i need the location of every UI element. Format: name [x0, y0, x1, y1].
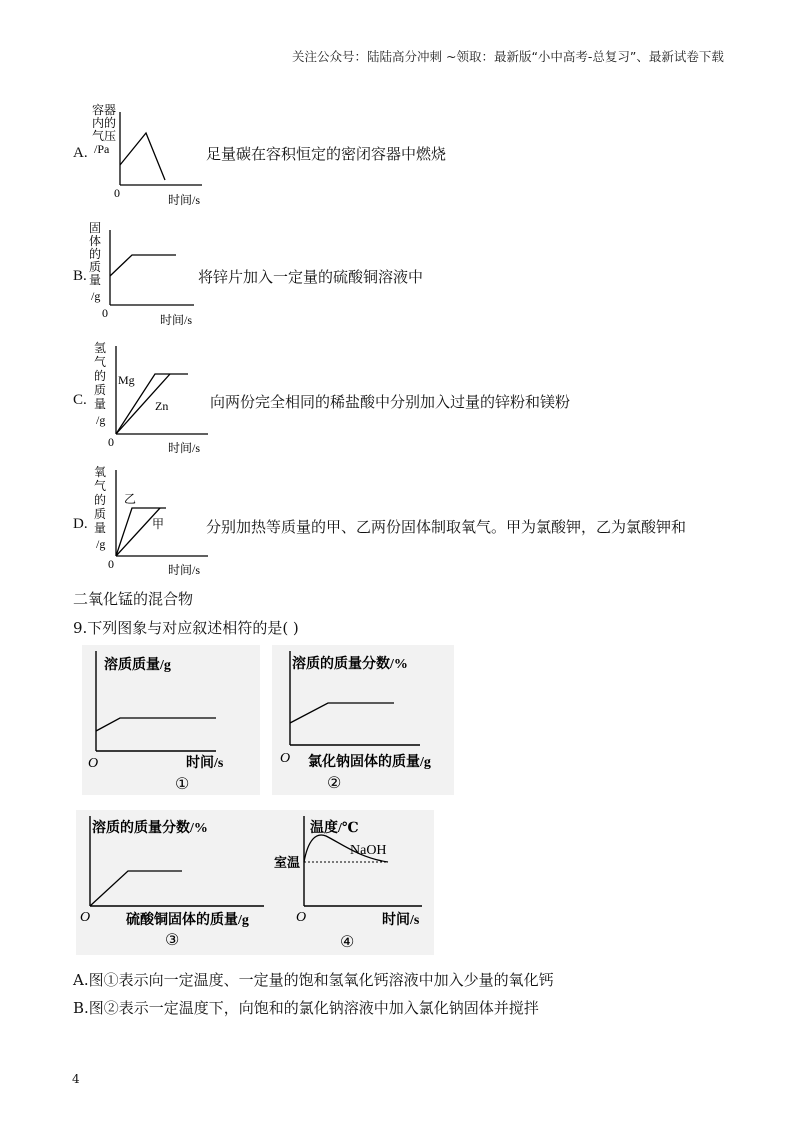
- series-label-jia: 甲: [152, 517, 165, 531]
- q9-figure-3: [76, 810, 272, 955]
- page-number: 4: [72, 1072, 80, 1086]
- option-b-text: 将锌片加入一定量的硫酸铜溶液中: [198, 268, 424, 286]
- y-label-line: /g: [96, 413, 106, 427]
- y-label-line: 固: [89, 221, 102, 235]
- page-header: 关注公众号：陆陆高分冲刺 ~领取：最新版“小中高考-总复习”、最新试卷下载: [292, 49, 724, 64]
- option-d-letter: D.: [73, 516, 88, 532]
- x-label: 硫酸铜固体的质量/g: [126, 913, 249, 928]
- y-label-line: 的: [94, 493, 107, 507]
- x-label: 氯化钠固体的质量/g: [308, 755, 431, 770]
- figure-number: ④: [340, 934, 355, 951]
- y-label-line: 的: [89, 247, 102, 261]
- x-label: 时间/s: [168, 193, 201, 207]
- y-label-line: 量: [89, 273, 102, 287]
- y-label: 温度/℃: [310, 821, 359, 836]
- origin-label: O: [296, 910, 307, 925]
- y-label: 溶质的质量分数/%: [92, 821, 208, 836]
- option-b-graph: [86, 220, 206, 328]
- series-label-mg: Mg: [118, 373, 135, 387]
- origin-label: 0: [114, 186, 120, 200]
- option-d-graph: [90, 462, 215, 580]
- origin-label: 0: [108, 557, 114, 571]
- y-label-line: /g: [91, 289, 101, 303]
- x-label: 时间/s: [168, 441, 201, 455]
- q9-figure-4: [272, 810, 434, 955]
- origin-label: O: [88, 756, 99, 771]
- origin-label: O: [80, 910, 91, 925]
- y-label-line: 的: [94, 369, 107, 383]
- x-label: 时间/s: [160, 313, 193, 327]
- y-label-line: 量: [94, 397, 107, 411]
- y-label-line: 气: [94, 355, 107, 369]
- option-a-letter: A.: [73, 145, 88, 161]
- series-label-zn: Zn: [155, 399, 169, 413]
- yi-curve: [116, 508, 166, 556]
- option-a-text: 足量碳在容积恒定的密闭容器中燃烧: [206, 145, 447, 163]
- series-label-naoh: NaOH: [350, 843, 387, 858]
- pressure-curve: [120, 133, 165, 180]
- y-label-line: 质: [94, 507, 107, 521]
- option-a-graph: [90, 100, 210, 208]
- y-label-line: 氢: [94, 341, 107, 355]
- y-label-line: /g: [96, 537, 106, 551]
- option-c-text: 向两份完全相同的稀盐酸中分别加入过量的锌粉和镁粉: [210, 393, 571, 411]
- y-label-line: 体: [89, 234, 102, 248]
- figure-number: ②: [327, 775, 342, 792]
- y-label-line: /Pa: [94, 142, 110, 156]
- q9-figure-1: [82, 645, 260, 795]
- room-temp-label: 室温: [274, 855, 301, 870]
- option-c-letter: C.: [73, 392, 87, 408]
- mass-curve: [110, 255, 176, 276]
- q9-option-b: B.图②表示一定温度下，向饱和的氯化钠溶液中加入氯化钠固体并搅拌: [73, 999, 539, 1017]
- origin-label: O: [280, 751, 291, 766]
- figure-number: ①: [175, 776, 190, 793]
- x-label: 时间/s: [382, 913, 420, 928]
- option-c-graph: [90, 338, 215, 456]
- series-label-yi: 乙: [124, 492, 137, 506]
- option-b-letter: B.: [73, 268, 87, 284]
- continuation-text: 二氧化锰的混合物: [73, 590, 194, 608]
- y-label-line: 内的: [92, 116, 117, 130]
- figure-number: ③: [165, 932, 180, 949]
- y-label-line: 气压: [92, 129, 117, 143]
- y-label-line: 气: [94, 479, 107, 493]
- origin-label: 0: [108, 435, 114, 449]
- origin-label: 0: [102, 306, 108, 320]
- y-label: 溶质质量/g: [104, 658, 171, 673]
- y-label-line: 质: [94, 383, 107, 397]
- y-label-line: 量: [94, 521, 107, 535]
- q9-option-a: A.图①表示向一定温度、一定量的饱和氢氧化钙溶液中加入少量的氧化钙: [73, 971, 554, 989]
- y-label-line: 质: [89, 260, 102, 274]
- x-label: 时间/s: [186, 756, 224, 771]
- option-d-text: 分别加热等质量的甲、乙两份固体制取氧气。甲为氯酸钾，乙为氯酸钾和: [206, 518, 687, 536]
- jia-curve: [116, 508, 160, 556]
- y-label-line: 容器: [92, 103, 117, 117]
- q9-figure-2: [272, 645, 454, 795]
- y-label: 溶质的质量分数/%: [292, 657, 408, 672]
- q9-stem: 9.下列图象与对应叙述相符的是( ): [73, 619, 299, 637]
- y-label-line: 氧: [94, 465, 107, 479]
- x-label: 时间/s: [168, 563, 201, 577]
